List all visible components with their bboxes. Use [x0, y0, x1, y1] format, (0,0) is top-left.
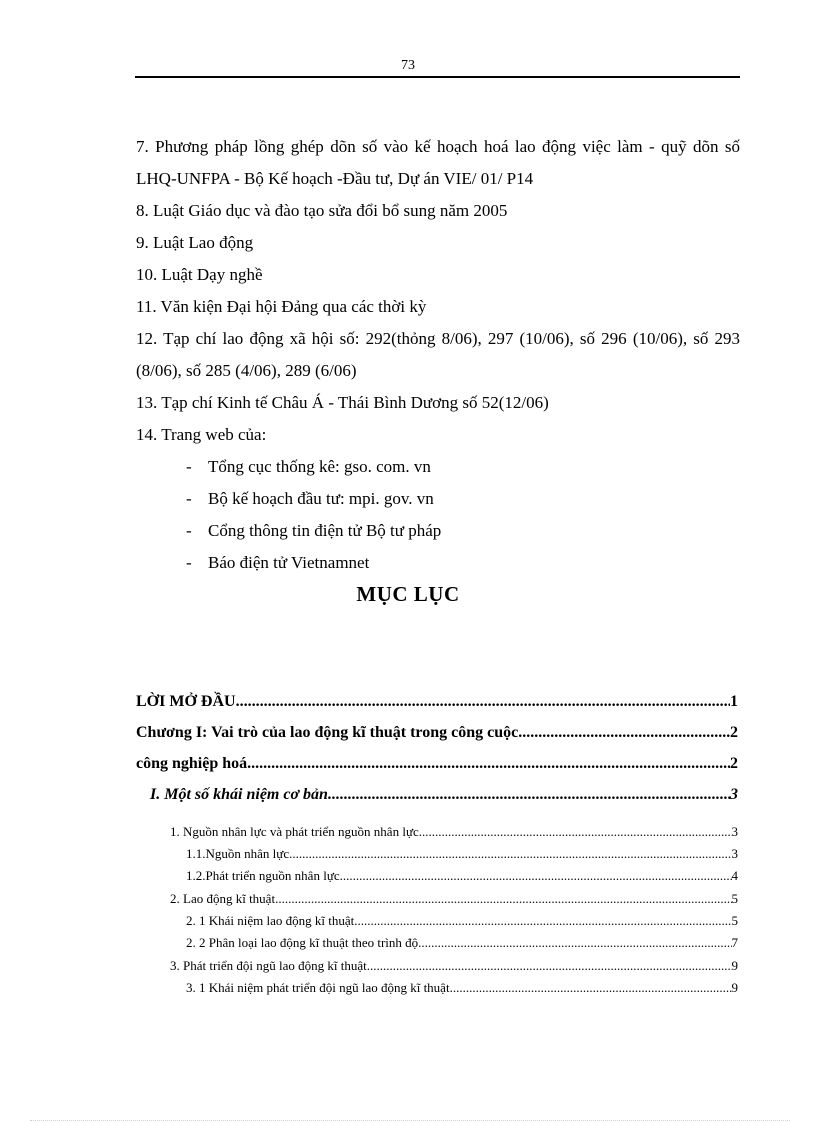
toc-entry[interactable]: [136, 820, 738, 843]
toc-entry[interactable]: [136, 686, 738, 717]
toc-entry[interactable]: [136, 932, 738, 954]
website-item: [136, 547, 740, 579]
toc-entry-label: 3. 1 Khái niệm phát triển đội ngũ lao động kĩ thuật: [186, 980, 450, 995]
toc-entry[interactable]: [136, 779, 738, 810]
reference-item: 11. Văn kiện Đại hội Đảng qua các thời kỳ: [136, 297, 427, 316]
toc-leader-dots: [247, 748, 730, 779]
toc-entry-label: I. Một số khái niệm cơ bản.: [150, 786, 332, 803]
footer-divider: [30, 1120, 790, 1121]
website-label: Báo điện tử Vietnamnet: [208, 553, 370, 572]
website-item: [136, 515, 740, 547]
toc-entry-label: 1.1.Nguồn nhân lực: [186, 846, 290, 861]
toc-entry-page: 9: [731, 980, 738, 995]
reference-item: 12. Tạp chí lao động xã hội số: 292(thỏng 8/06), 297 (10/06), số 296 (10/06), số 293 (8/06), số 285 (4/06), 289 (6/06): [136, 329, 740, 380]
toc-entry[interactable]: [136, 717, 738, 748]
toc-entry[interactable]: [136, 843, 738, 865]
toc-spacer: [136, 810, 738, 820]
list-dash: -: [186, 457, 192, 476]
reference-item: 10. Luật Dạy nghề: [136, 265, 263, 284]
toc-entry-page: 5: [731, 891, 738, 906]
toc-entry[interactable]: [136, 954, 738, 977]
website-item: [136, 483, 740, 515]
reference-item: 13. Tạp chí Kinh tế Châu Á - Thái Bình Dương số 52(12/06): [136, 393, 549, 412]
toc-entry-label: 2. 2 Phân loại lao động kĩ thuật theo trình độ: [186, 935, 419, 950]
toc-entry[interactable]: [136, 887, 738, 910]
toc-leader-dots: [354, 910, 731, 932]
website-label: Bộ kế hoạch đầu tư: mpi. gov. vn: [208, 489, 434, 508]
toc-title: MỤC LỤC: [356, 582, 460, 606]
list-dash: -: [186, 521, 192, 540]
toc-leader-dots: [236, 686, 730, 717]
website-label: Tổng cục thống kê: gso. com. vn: [208, 457, 431, 476]
toc-entry-label: 2. Lao động kĩ thuật: [170, 891, 276, 906]
toc-entry-label: 1.2.Phát triển nguồn nhân lực: [186, 868, 340, 883]
toc-entry[interactable]: [136, 977, 738, 999]
header-rule: [135, 76, 740, 78]
toc-leader-dots: [518, 717, 730, 748]
toc-entry-label: 2. 1 Khái niệm lao động kĩ thuật: [186, 913, 355, 928]
list-dash: -: [186, 553, 192, 572]
toc-entry-label: công nghiệp hoá: [136, 755, 248, 772]
page-number: 73: [401, 58, 415, 73]
toc-leader-dots: [289, 843, 731, 865]
reference-item: 7. Phương pháp lồng ghép dõn số vào kế hoạch hoá lao động việc làm - quỹ dõn số LHQ-UNFPA - Bộ Kế hoạch -Đầu tư, Dự án VIE/ 01/ P14: [136, 137, 740, 188]
toc-entry[interactable]: [136, 865, 738, 887]
reference-list: [136, 131, 740, 579]
website-label: Cổng thông tin điện tử Bộ tư pháp: [208, 521, 442, 540]
toc-entry-page: 1: [730, 693, 738, 710]
reference-item: 8. Luật Giáo dục và đào tạo sửa đổi bổ sung năm 2005: [136, 201, 508, 220]
toc-entry[interactable]: [136, 748, 738, 779]
toc-entry-page: 3: [731, 846, 738, 861]
toc-leader-dots: [418, 932, 731, 954]
toc-entry-page: 3: [731, 824, 738, 839]
toc-leader-dots: [367, 954, 732, 977]
toc-entry-page: 2: [730, 724, 738, 741]
website-item: [136, 451, 740, 483]
toc-entry-page: 5: [731, 913, 738, 928]
toc-entry[interactable]: [136, 910, 738, 932]
toc-leader-dots: [340, 865, 732, 887]
toc-entry-page: 9: [731, 958, 738, 973]
toc-entry-label: LỜI MỞ ĐẦU: [136, 693, 236, 710]
toc-entry-label: 1. Nguồn nhân lực và phát triển nguồn nhân lực: [170, 824, 419, 839]
toc-leader-dots: [275, 887, 731, 910]
toc-entry-page: 7: [731, 935, 738, 950]
toc-entry-label: 3. Phát triển đội ngũ lao động kĩ thuật: [170, 958, 367, 973]
list-dash: -: [186, 489, 192, 508]
toc-entry-page: 4: [731, 868, 738, 883]
reference-item: 14. Trang web của:: [136, 425, 267, 444]
toc-leader-dots: [450, 977, 732, 999]
reference-item: 9. Luật Lao động: [136, 233, 254, 252]
table-of-contents: [136, 686, 738, 999]
toc-entry-label: Chương I: Vai trò của lao động kĩ thuật trong công cuộc: [136, 724, 519, 741]
toc-leader-dots: [332, 779, 730, 810]
toc-entry-page: 2: [730, 755, 738, 772]
toc-entry-page: 3: [730, 786, 738, 803]
toc-leader-dots: [419, 820, 732, 843]
